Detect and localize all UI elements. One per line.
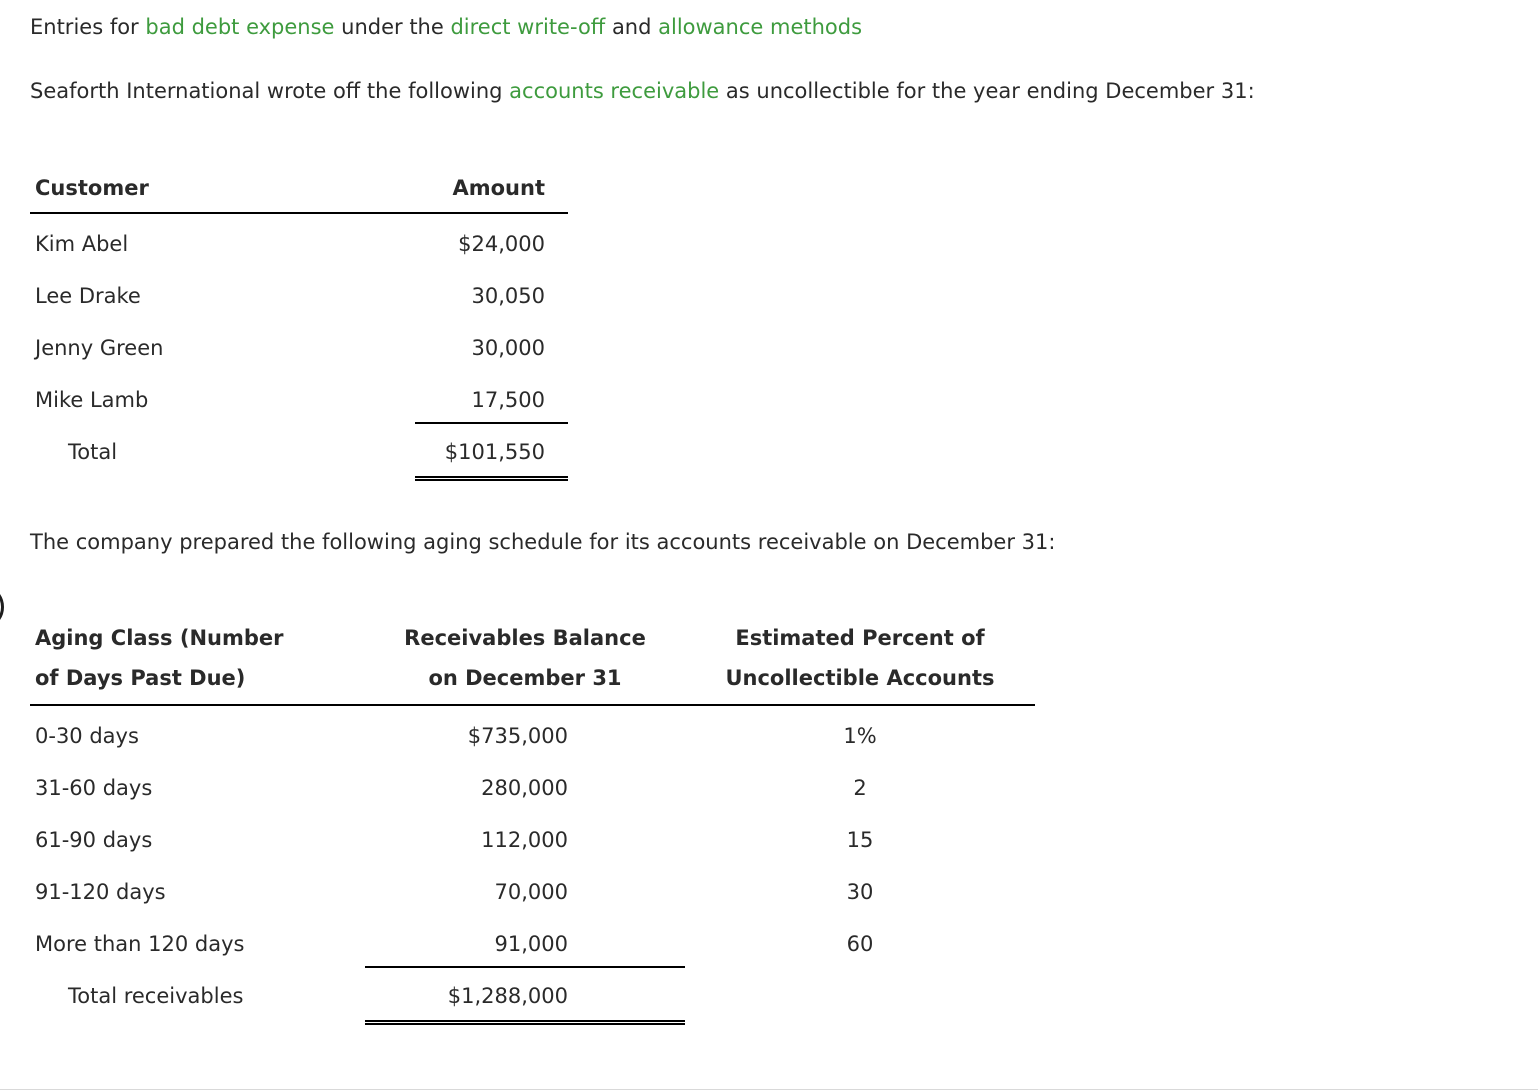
customer-amount: 30,000 xyxy=(471,335,545,360)
total-label xyxy=(30,424,415,476)
customer-name: Mike Lamb xyxy=(35,387,149,412)
intro-paragraph xyxy=(30,78,1538,105)
total-label-text: Total receivables xyxy=(68,983,244,1008)
link-allowance-methods[interactable]: allowance methods xyxy=(658,15,863,39)
total-amount-text: $101,550 xyxy=(444,439,545,464)
table-row xyxy=(30,914,1035,966)
receivables-balance: 91,000 xyxy=(494,931,568,956)
page-bottom-divider xyxy=(0,1089,1538,1090)
double-underline xyxy=(365,1020,685,1025)
total-amount xyxy=(365,966,685,1020)
column-header-estimated-percent xyxy=(685,626,1035,690)
table-row xyxy=(30,810,1035,862)
intro-text: Seaforth International wrote off the following xyxy=(30,79,510,104)
page-title xyxy=(30,14,1538,41)
receivables-balance: 70,000 xyxy=(494,879,568,904)
table-row xyxy=(30,706,1035,758)
table-row xyxy=(30,318,568,370)
writeoff-table-header xyxy=(30,176,568,214)
writeoff-table xyxy=(30,176,568,481)
table-row xyxy=(30,214,568,266)
receivables-balance: 280,000 xyxy=(481,775,568,800)
aging-class: 91-120 days xyxy=(35,879,166,904)
column-header-amount: Amount xyxy=(452,175,545,200)
header-line: Estimated Percent of xyxy=(735,625,985,650)
header-line: Uncollectible Accounts xyxy=(725,665,995,690)
partial-circle-icon xyxy=(0,584,4,630)
link-accounts-receivable[interactable]: accounts receivable xyxy=(509,79,720,104)
customer-name: Jenny Green xyxy=(35,335,164,360)
table-row xyxy=(30,862,1035,914)
aging-class: 31-60 days xyxy=(35,775,153,800)
customer-name: Lee Drake xyxy=(35,283,141,308)
uncollectible-percent: 15 xyxy=(846,827,874,852)
total-amount-text: $1,288,000 xyxy=(447,983,568,1008)
customer-amount: 17,500 xyxy=(471,387,545,412)
table-row xyxy=(30,758,1035,810)
total-amount xyxy=(415,422,568,476)
link-bad-debt-expense[interactable]: bad debt expense xyxy=(145,15,335,39)
link-direct-write-off[interactable]: direct write-off xyxy=(450,15,606,39)
header-line: on December 31 xyxy=(428,665,622,690)
table-row xyxy=(30,370,568,422)
customer-amount: $24,000 xyxy=(458,231,545,256)
customer-name: Kim Abel xyxy=(35,231,129,256)
intro-text: as uncollectible for the year ending December 31: xyxy=(719,79,1255,104)
aging-class: More than 120 days xyxy=(35,931,245,956)
header-line: Aging Class (Number xyxy=(35,625,284,650)
table-row xyxy=(30,266,568,318)
title-text: and xyxy=(605,15,659,39)
uncollectible-percent: 1% xyxy=(843,723,877,748)
double-underline xyxy=(415,476,568,481)
title-text: Entries for xyxy=(30,15,146,39)
aging-intro-paragraph: The company prepared the following aging schedule for its accounts receivable on December 31: xyxy=(30,529,1056,554)
total-label-text: Total xyxy=(68,439,118,464)
aging-table xyxy=(30,626,1035,1025)
aging-class: 0-30 days xyxy=(35,723,139,748)
aging-total-row xyxy=(30,966,1035,1020)
column-header-customer: Customer xyxy=(35,175,149,200)
aging-table-header xyxy=(30,626,1035,706)
customer-amount: 30,050 xyxy=(471,283,545,308)
title-text: under the xyxy=(334,15,451,39)
total-label xyxy=(30,968,365,1020)
column-header-receivables-balance xyxy=(365,626,685,690)
receivables-balance: $735,000 xyxy=(467,723,568,748)
header-line: of Days Past Due) xyxy=(35,665,246,690)
uncollectible-percent: 2 xyxy=(853,775,867,800)
uncollectible-percent: 60 xyxy=(846,931,874,956)
header-line: Receivables Balance xyxy=(404,625,646,650)
receivables-balance: 112,000 xyxy=(481,827,568,852)
writeoff-total-row xyxy=(30,422,568,476)
uncollectible-percent: 30 xyxy=(846,879,874,904)
aging-class: 61-90 days xyxy=(35,827,153,852)
column-header-aging-class xyxy=(30,626,365,690)
